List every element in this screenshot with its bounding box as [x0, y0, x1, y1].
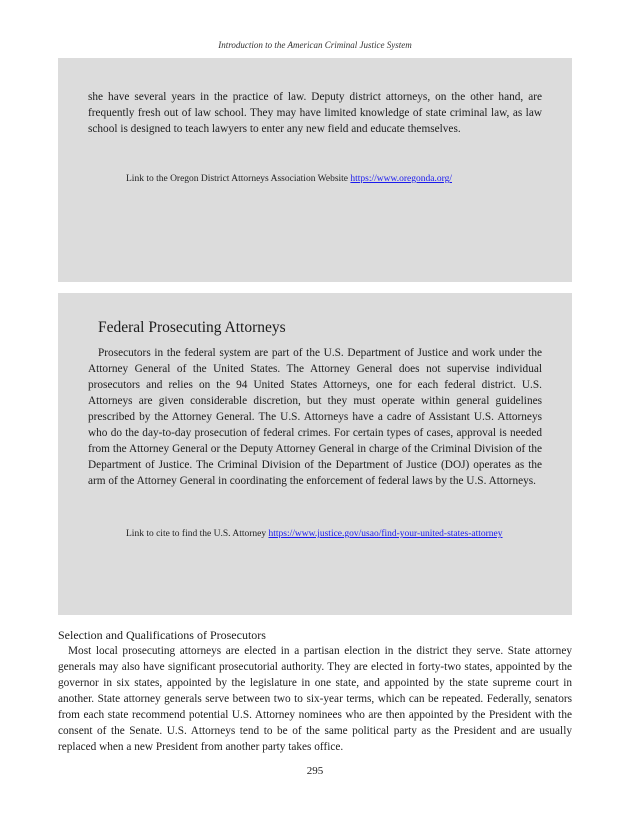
link-line-us-attorney: [126, 529, 503, 539]
running-header: Introduction to the American Criminal Justice System: [218, 40, 412, 50]
info-box-oregon: [58, 58, 572, 282]
federal-prosecuting-heading: Federal Prosecuting Attorneys: [98, 319, 286, 336]
selection-qualifications-heading: Selection and Qualifications of Prosecutors: [58, 628, 266, 642]
page-number: 295: [306, 765, 324, 777]
info-box-federal: [58, 293, 572, 615]
link-prefix: Link to cite to find the U.S. Attorney: [126, 529, 269, 539]
oregon-da-link[interactable]: https://www.oregonda.org/: [350, 174, 452, 184]
us-attorney-link[interactable]: https://www.justice.gov/usao/find-your-united-states-attorney: [268, 529, 503, 539]
box-paragraph: Prosecutors in the federal system are part of the U.S. Department of Justice and work under the Attorney General of the United States. The Attorney General does not supervise individual prosecutors and relies on the 94 United States Attorneys, one for each federal district. U.S. Attorneys are given considerable discretion, but they must operate within general guidelines prescribed by the Attorney General. The U.S. Attorneys have a cadre of Assistant U.S. Attorneys who do the day-to-day prosecution of federal crimes. For certain types of cases, approval is needed from the Attorney General or the Deputy Attorney General in charge of the Criminal Division of the Department of Justice. The Criminal Division of the Department of Justice (DOJ) operates as the arm of the Attorney General in coordinating the enforcement of federal laws by the U.S. Attorneys.: [88, 347, 542, 487]
body-paragraph: Most local prosecuting attorneys are elected in a partisan election in the district they serve. State attorney generals may also have significant prosecutorial authority. They are elected in forty-two states, appointed by the governor in six states, appointed by the legislature in one state, and appointed by the state supreme court in another. State attorney generals serve between two to six-year terms, which can be repeated. Federally, senators from each state recommend potential U.S. Attorney nominees who are then appointed by the President with the consent of the Senate. U.S. Attorneys tend to be of the same political party as the President and are usually replaced when a new President from another party takes office.: [58, 645, 572, 753]
box-paragraph: she have several years in the practice of law. Deputy district attorneys, on the other hand, are frequently fresh out of law school. They may have limited knowledge of state criminal law, as law school is designed to teach lawyers to enter any new field and educate themselves.: [88, 91, 542, 135]
link-line-oregon: [126, 174, 452, 184]
link-prefix: Link to the Oregon District Attorneys Association Website: [126, 174, 351, 184]
